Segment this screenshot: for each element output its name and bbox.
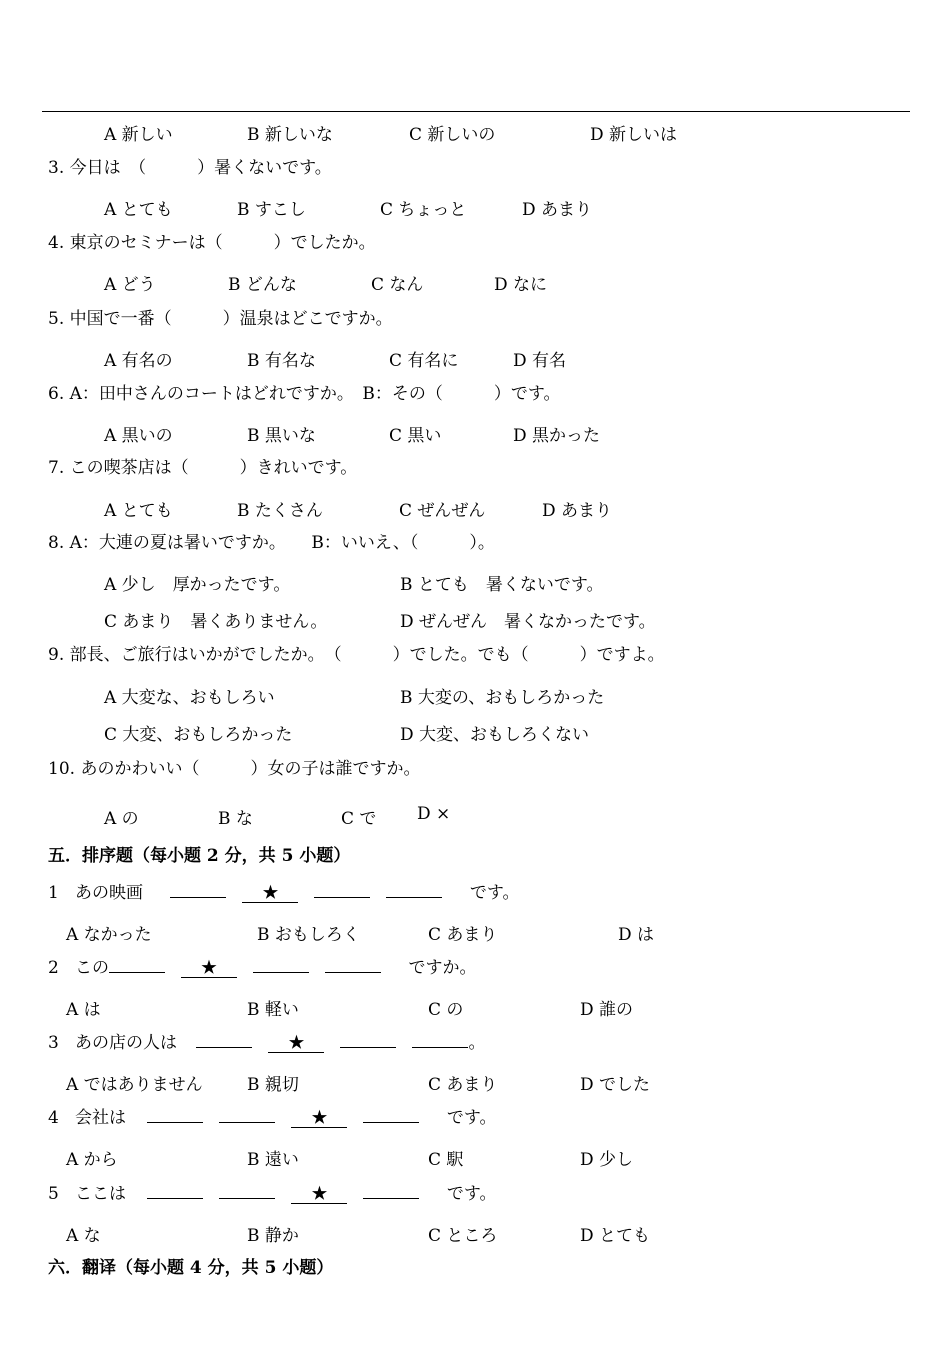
answer-blank[interactable]: [196, 1033, 252, 1048]
question-6: [48, 384, 561, 404]
s5q4-option-b: B 遠い: [247, 1150, 299, 1170]
q7-option-a: A とても: [104, 501, 173, 521]
answer-blank[interactable]: [412, 1033, 468, 1048]
question-suffix: です。: [469, 883, 520, 903]
question-number: 7.: [48, 458, 65, 478]
question-number: 9.: [48, 645, 65, 665]
star-blank[interactable]: ★: [291, 1185, 347, 1204]
s5q2-option-b: B 軽い: [247, 1000, 299, 1020]
q4-option-d: D なに: [494, 275, 548, 295]
s5q3-option-d: D でした: [580, 1075, 651, 1095]
s5q5-option-d: D とても: [580, 1226, 651, 1246]
question-prefix: あの映画: [75, 883, 144, 903]
q8-option-d: D ぜんぜん 暑くなかったです。: [400, 612, 656, 632]
question-suffix: 。: [468, 1033, 486, 1053]
answer-blank[interactable]: [170, 883, 226, 898]
question-number: 3: [48, 1033, 59, 1053]
question-text: 中国で一番（ ）温泉はどこですか。: [69, 309, 393, 329]
s5q3-option-a: A ではありません: [66, 1075, 203, 1095]
s5q2-option-d: D 誰の: [580, 1000, 634, 1020]
question-number: 6.: [48, 384, 65, 404]
answer-blank[interactable]: [147, 1108, 203, 1123]
q2-option-c: C 新しいの: [409, 125, 496, 145]
question-number: 10.: [48, 759, 76, 779]
s5q4-option-d: D 少し: [580, 1150, 634, 1170]
s5q1-option-c: C あまり: [428, 925, 498, 945]
q5-option-d: D 有名: [513, 351, 567, 371]
question-number: 5: [48, 1184, 59, 1204]
answer-blank[interactable]: [325, 958, 381, 973]
q10-option-b: B な: [218, 809, 253, 829]
q9-option-c: C 大変、おもしろかった: [104, 725, 293, 745]
question-number: 4: [48, 1108, 59, 1128]
answer-blank[interactable]: [109, 958, 165, 973]
ordering-question-4: [48, 1108, 497, 1128]
q6-option-b: B 黒いな: [247, 426, 316, 446]
q8-option-a: A 少し 厚かったです。: [104, 575, 291, 595]
q8-option-c: C あまり 暑くありません。: [104, 612, 328, 632]
s5q5-option-a: A な: [66, 1226, 101, 1246]
ordering-question-5: [48, 1184, 497, 1204]
q6-option-c: C 黒い: [389, 426, 442, 446]
header-rule: [42, 111, 910, 112]
question-7: [48, 458, 357, 478]
s5q3-option-c: C あまり: [428, 1075, 498, 1095]
question-prefix: ここは: [75, 1184, 127, 1204]
q5-option-a: A 有名の: [104, 351, 173, 371]
answer-blank[interactable]: [147, 1184, 203, 1199]
q4-option-a: A どう: [104, 275, 156, 295]
q9-option-a: A 大変な、おもしろい: [104, 688, 275, 708]
q3-option-d: D あまり: [522, 200, 593, 220]
s5q4-option-a: A から: [66, 1150, 118, 1170]
q4-option-b: B どんな: [228, 275, 297, 295]
q4-option-c: C なん: [371, 275, 424, 295]
question-number: 5.: [48, 309, 65, 329]
question-number: 3.: [48, 158, 65, 178]
q5-option-c: C 有名に: [389, 351, 459, 371]
question-suffix: です。: [446, 1108, 497, 1128]
q6-option-d: D 黒かった: [513, 426, 601, 446]
q2-option-b: B 新しいな: [247, 125, 333, 145]
star-blank[interactable]: ★: [242, 884, 298, 903]
question-text: あのかわいい（ ）女の子は誰ですか。: [80, 759, 421, 779]
answer-blank[interactable]: [314, 883, 370, 898]
answer-blank[interactable]: [363, 1108, 419, 1123]
question-text: A：田中さんのコートはどれですか。 B：その（ ）です。: [69, 384, 561, 404]
answer-blank[interactable]: [363, 1184, 419, 1199]
s5q2-option-a: A は: [66, 1000, 101, 1020]
q8-option-b: B とても 暑くないです。: [400, 575, 604, 595]
question-text: 東京のセミナーは（ ）でしたか。: [69, 233, 376, 253]
question-suffix: ですか。: [408, 958, 477, 978]
question-text: A：大連の夏は暑いですか。 B：いいえ、（ ）。: [69, 533, 495, 553]
question-8: [48, 533, 495, 553]
question-text: この喫茶店は（ ）きれいです。: [69, 458, 358, 478]
question-3: [48, 158, 332, 178]
question-prefix: 会社は: [75, 1108, 127, 1128]
q10-option-c: C で: [341, 809, 377, 829]
q3-option-c: C ちょっと: [380, 200, 467, 220]
s5q5-option-c: C ところ: [428, 1226, 498, 1246]
q3-option-a: A とても: [104, 200, 173, 220]
ordering-question-2: [48, 958, 476, 978]
question-prefix: この: [75, 958, 110, 978]
question-text: 今日は （ ）暑くないです。: [69, 158, 332, 178]
question-text: 部長、ご旅行はいかがでしたか。 （ ）でした。でも（ ）ですよ。: [69, 645, 665, 665]
ordering-question-3: [48, 1033, 485, 1053]
q10-option-a: A の: [104, 809, 139, 829]
q2-option-d: D 新しいは: [590, 125, 678, 145]
q9-option-b: B 大変の、おもしろかった: [400, 688, 605, 708]
question-suffix: です。: [446, 1184, 497, 1204]
question-5: [48, 309, 393, 329]
s5q3-option-b: B 親切: [247, 1075, 299, 1095]
s5q1-option-b: B おもしろく: [257, 925, 360, 945]
star-blank[interactable]: ★: [181, 959, 237, 978]
section-5-heading: 五．排序题（每小题 2 分，共 5 小题）: [48, 846, 351, 866]
s5q1-option-a: A なかった: [66, 925, 152, 945]
question-4: [48, 233, 376, 253]
star-blank[interactable]: ★: [268, 1034, 324, 1053]
question-number: 2: [48, 958, 59, 978]
s5q5-option-b: B 静か: [247, 1226, 299, 1246]
answer-blank[interactable]: [253, 958, 309, 973]
q7-option-d: D あまり: [542, 501, 613, 521]
q6-option-a: A 黒いの: [104, 426, 173, 446]
q7-option-c: C ぜんぜん: [399, 501, 486, 521]
ordering-question-1: [48, 883, 520, 903]
answer-blank[interactable]: [386, 883, 442, 898]
s5q2-option-c: C の: [428, 1000, 464, 1020]
answer-blank[interactable]: [219, 1108, 275, 1123]
q3-option-b: B すこし: [237, 200, 306, 220]
s5q1-option-d: D は: [618, 925, 655, 945]
section-6-heading: 六．翻译（每小题 4 分，共 5 小题）: [48, 1258, 334, 1278]
answer-blank[interactable]: [340, 1033, 396, 1048]
q9-option-d: D 大変、おもしろくない: [400, 725, 590, 745]
answer-blank[interactable]: [219, 1184, 275, 1199]
question-9: [48, 645, 665, 665]
question-number: 4.: [48, 233, 65, 253]
question-prefix: あの店の人は: [75, 1033, 178, 1053]
q7-option-b: B たくさん: [237, 501, 323, 521]
question-number: 1: [48, 883, 59, 903]
q2-option-a: A 新しい: [104, 125, 173, 145]
star-blank[interactable]: ★: [291, 1109, 347, 1128]
question-number: 8.: [48, 533, 65, 553]
q10-option-d: D ×: [417, 804, 451, 824]
q5-option-b: B 有名な: [247, 351, 316, 371]
question-10: [48, 759, 420, 779]
s5q4-option-c: C 駅: [428, 1150, 464, 1170]
